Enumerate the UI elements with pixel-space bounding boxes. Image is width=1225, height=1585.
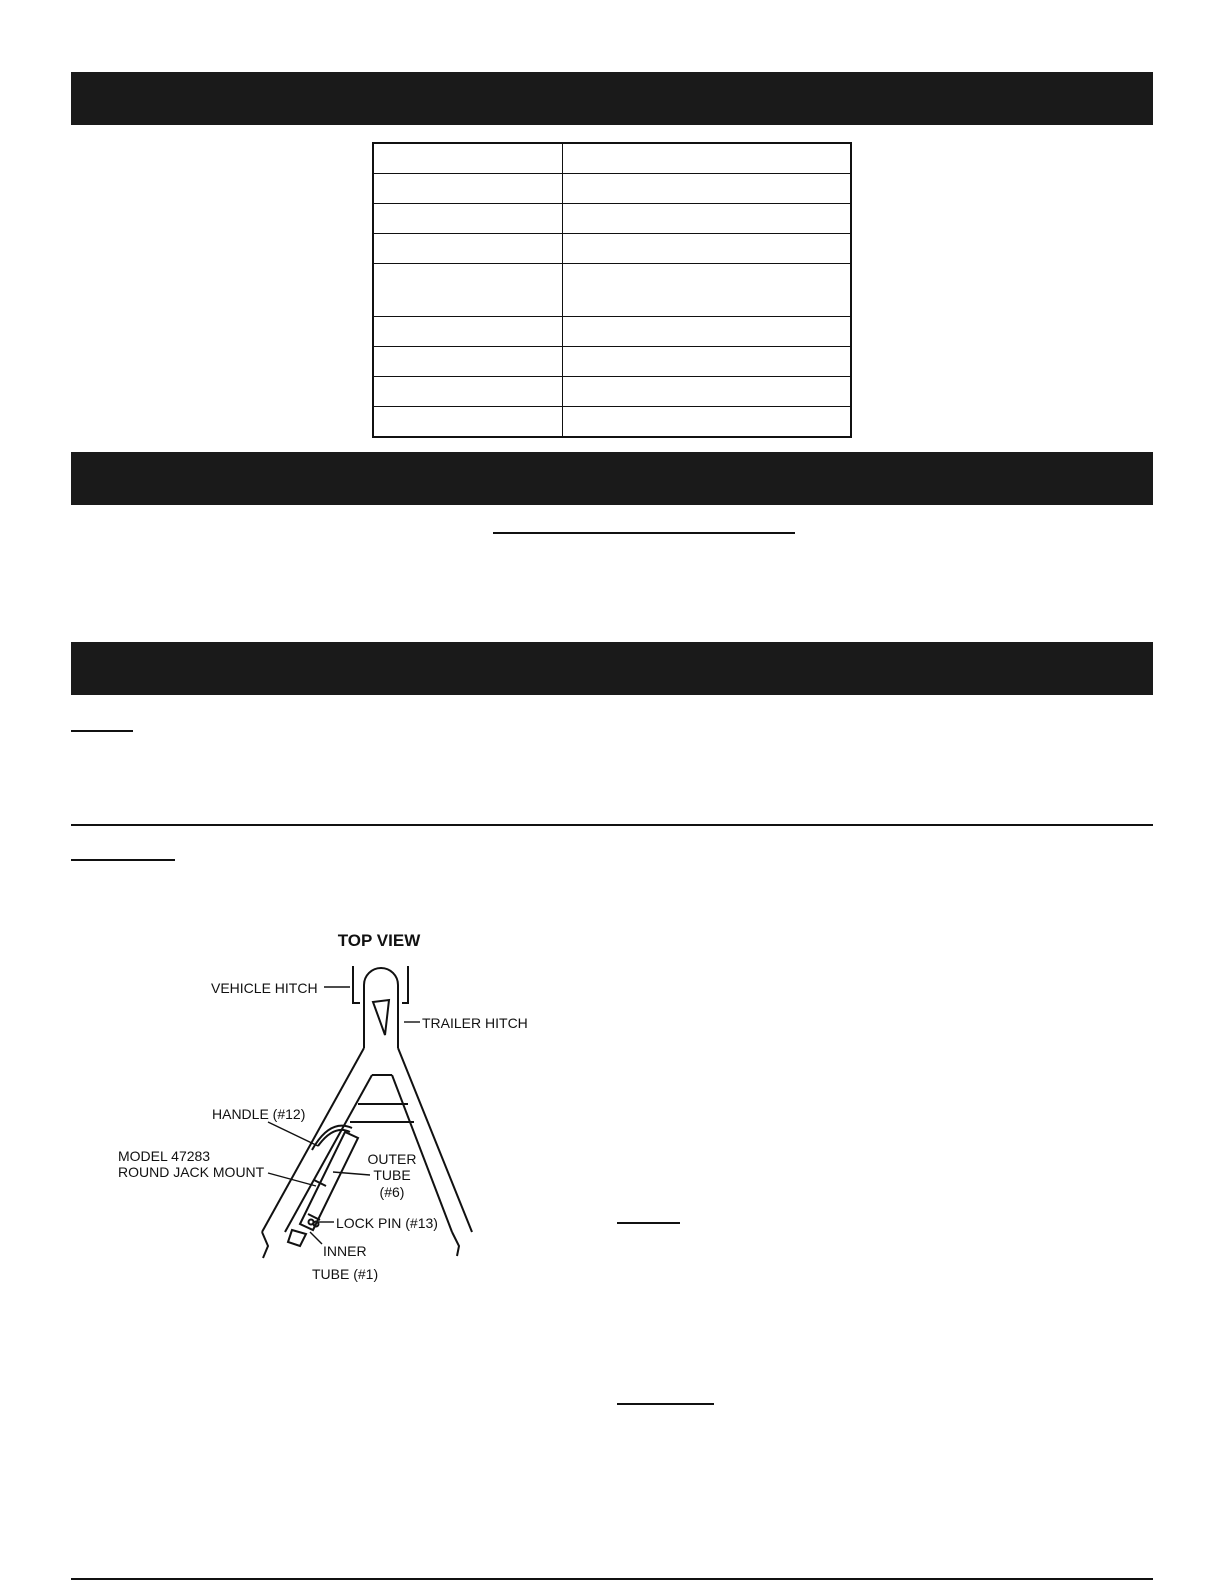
left-arm-outer — [262, 1048, 364, 1232]
label-model: MODEL 47283 — [118, 1148, 211, 1164]
leader-handle — [268, 1122, 318, 1146]
diagram-title: TOP VIEW — [337, 931, 421, 950]
leader-inner-tube — [310, 1232, 322, 1244]
label-trailer-hitch: TRAILER HITCH — [422, 1015, 528, 1031]
label-outer: OUTER — [367, 1151, 417, 1167]
label-handle: HANDLE (#12) — [212, 1106, 306, 1122]
label-round-jack-mount: ROUND JACK MOUNT — [118, 1164, 265, 1180]
inner-tube-foot — [288, 1230, 306, 1246]
left-arm-break — [262, 1232, 268, 1258]
label-lock-pin: LOCK PIN (#13) — [336, 1215, 438, 1231]
right-arm-break — [452, 1232, 459, 1256]
vehicle-hitch-left-bracket — [353, 966, 360, 1003]
tongue-neck — [364, 968, 398, 1048]
coupler-latch — [373, 1000, 389, 1035]
left-arm-inner — [285, 1075, 372, 1232]
leader-jack-mount — [268, 1173, 316, 1186]
label-inner: INNER — [323, 1243, 367, 1259]
label-inner-tube: TUBE (#1) — [312, 1266, 379, 1282]
right-arm-outer — [398, 1048, 472, 1232]
label-outer-number: (#6) — [379, 1184, 405, 1200]
vehicle-hitch-right-bracket — [402, 966, 408, 1003]
label-vehicle-hitch: VEHICLE HITCH — [211, 980, 318, 996]
label-tube: TUBE — [373, 1167, 411, 1183]
leader-outer-tube — [333, 1172, 370, 1175]
